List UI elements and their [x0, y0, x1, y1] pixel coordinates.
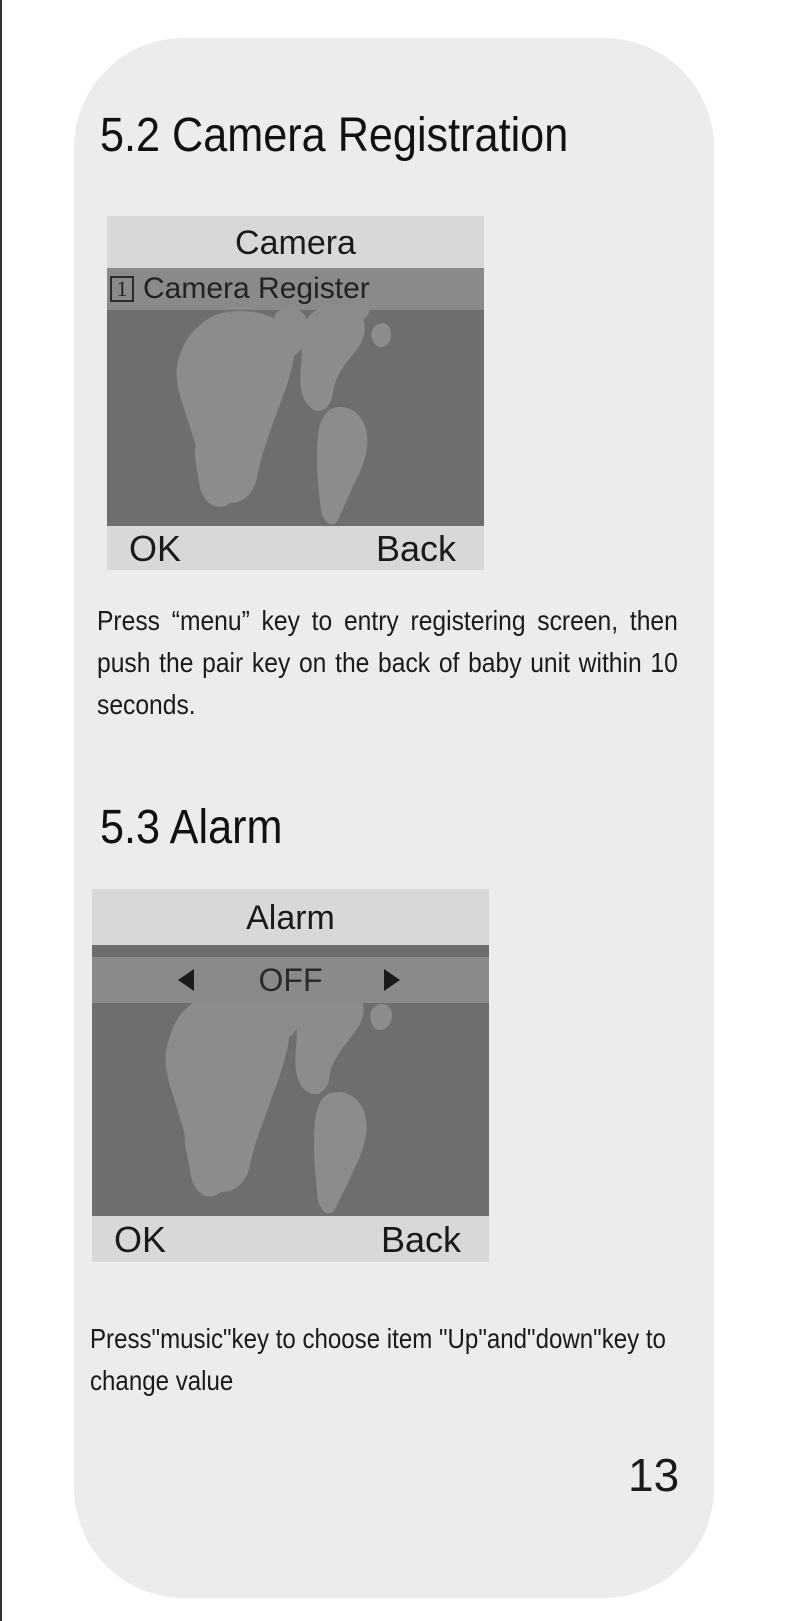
ok-softkey[interactable]: OK — [114, 1219, 167, 1260]
alarm-menu-screen — [92, 889, 489, 1262]
section-heading-camera-registration: 5.2 Camera Registration — [100, 109, 569, 162]
alarm-instructions: Press"music"key to choose item "Up"and"down"key to change value — [90, 1323, 666, 1396]
softkey-bar — [92, 1216, 489, 1262]
softkey-bar — [107, 526, 484, 570]
page-number: 13 — [628, 1449, 680, 1501]
alarm-value-selector[interactable] — [92, 957, 489, 1003]
screen-title: Alarm — [92, 889, 489, 945]
ok-softkey[interactable]: OK — [129, 528, 182, 569]
page-edge-rule — [0, 0, 2, 1621]
camera-registration-instructions: Press “menu” key to entry registering screen, then push the pair key on the back of baby unit within 10 seconds. — [97, 605, 678, 720]
screen-title: Camera — [107, 216, 484, 268]
menu-item-number: 1 — [110, 276, 134, 302]
menu-item-camera-register[interactable] — [107, 268, 484, 310]
menu-item-label: Camera Register — [143, 272, 370, 305]
back-softkey[interactable]: Back — [380, 1219, 461, 1260]
camera-menu-screen — [107, 216, 484, 570]
alarm-value: OFF — [258, 962, 323, 998]
back-softkey[interactable]: Back — [375, 528, 456, 569]
section-heading-alarm: 5.3 Alarm — [100, 801, 283, 854]
right-arrow-icon[interactable] — [384, 969, 400, 991]
